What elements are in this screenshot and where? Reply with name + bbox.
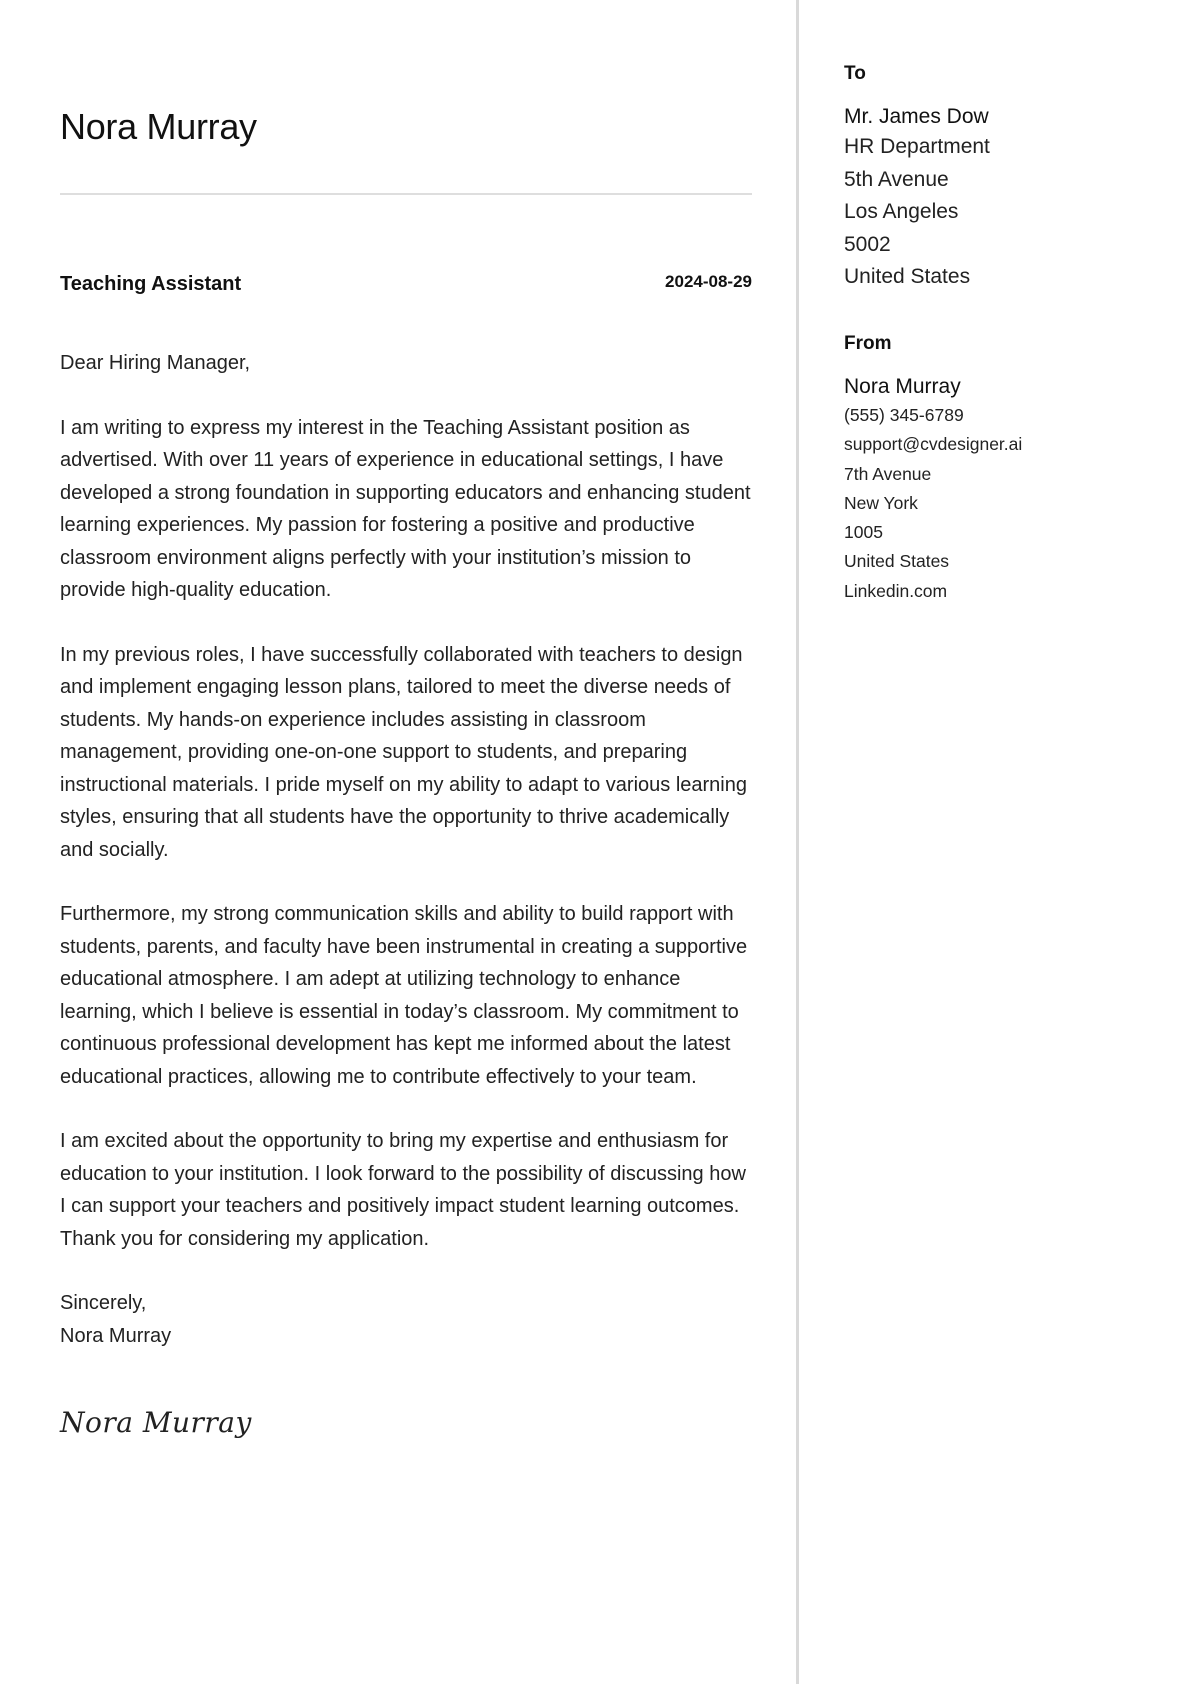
- recipient-country: United States: [844, 265, 971, 288]
- column-divider: [796, 0, 799, 1684]
- sender-name-heading: Nora Murray: [60, 106, 257, 147]
- sender-email: support@cvdesigner.ai: [844, 434, 1023, 455]
- header-divider: [60, 193, 752, 195]
- handwritten-signature: Nora Murray: [60, 1406, 252, 1439]
- from-label: From: [844, 333, 892, 354]
- sender-country: United States: [844, 551, 950, 572]
- sender-phone: (555) 345-6789: [844, 405, 964, 425]
- sender-name: Nora Murray: [844, 375, 961, 398]
- recipient-department: HR Department: [844, 135, 990, 158]
- recipient-block: [844, 63, 990, 294]
- body-paragraph-4: I am excited about the opportunity to bring my expertise and enthusiasm for education to your institution. I look forward to the possibility of discussing how I can support your teachers and positively impact student learning outcomes. Thank you for considering my application.: [60, 1130, 746, 1250]
- sender-contact: [844, 401, 1022, 606]
- closing-name: Nora Murray: [60, 1324, 172, 1347]
- letter-main-column: [60, 0, 752, 1684]
- letter-body: [60, 347, 752, 1352]
- sender-block: [844, 333, 1022, 606]
- body-paragraph-3: Furthermore, my strong communication skills and ability to build rapport with students, parents, and faculty have been instrumental in creating a supportive educational atmosphere. I am adept at utilizing technology to enhance learning, which I believe is essential in today’s classroom. My commitment to continuous professional development has kept me informed about the latest educational practices, allowing me to contribute effectively to your team.: [60, 903, 748, 1088]
- sender-linkedin: Linkedin.com: [844, 580, 948, 601]
- sender-street: 7th Avenue: [844, 463, 932, 484]
- body-paragraph-1: I am writing to express my interest in the Teaching Assistant position as advertised. With over 11 years of experience in educational settings, I have developed a strong foundation in supporting educators and enhancing student learning experiences. My passion for fostering a positive and productive classroom environment aligns perfectly with your institution’s mission to provide high-quality education.: [60, 416, 751, 601]
- closing-phrase: Sincerely,: [60, 1292, 147, 1314]
- letter-date: 2024-08-29: [665, 272, 752, 291]
- sender-city: New York: [844, 492, 918, 513]
- body-paragraph-2: In my previous roles, I have successfully collaborated with teachers to design and implement engaging lesson plans, tailored to meet the diverse needs of students. My hands-on experience includes assisting in classroom management, providing one-on-one support to students, and preparing instructional materials. I pride myself on my ability to adapt to various learning styles, ensuring that all students have the opportunity to thrive academically and socially.: [60, 643, 747, 861]
- greeting: Dear Hiring Manager,: [60, 352, 251, 374]
- sender-postcode: 1005: [844, 522, 883, 543]
- job-title: Teaching Assistant: [60, 273, 242, 295]
- recipient-name: Mr. James Dow: [844, 105, 989, 128]
- to-label: To: [844, 63, 866, 84]
- recipient-street: 5th Avenue: [844, 167, 949, 191]
- recipient-postcode: 5002: [844, 232, 891, 256]
- recipient-address: [844, 131, 990, 294]
- recipient-city: Los Angeles: [844, 200, 959, 223]
